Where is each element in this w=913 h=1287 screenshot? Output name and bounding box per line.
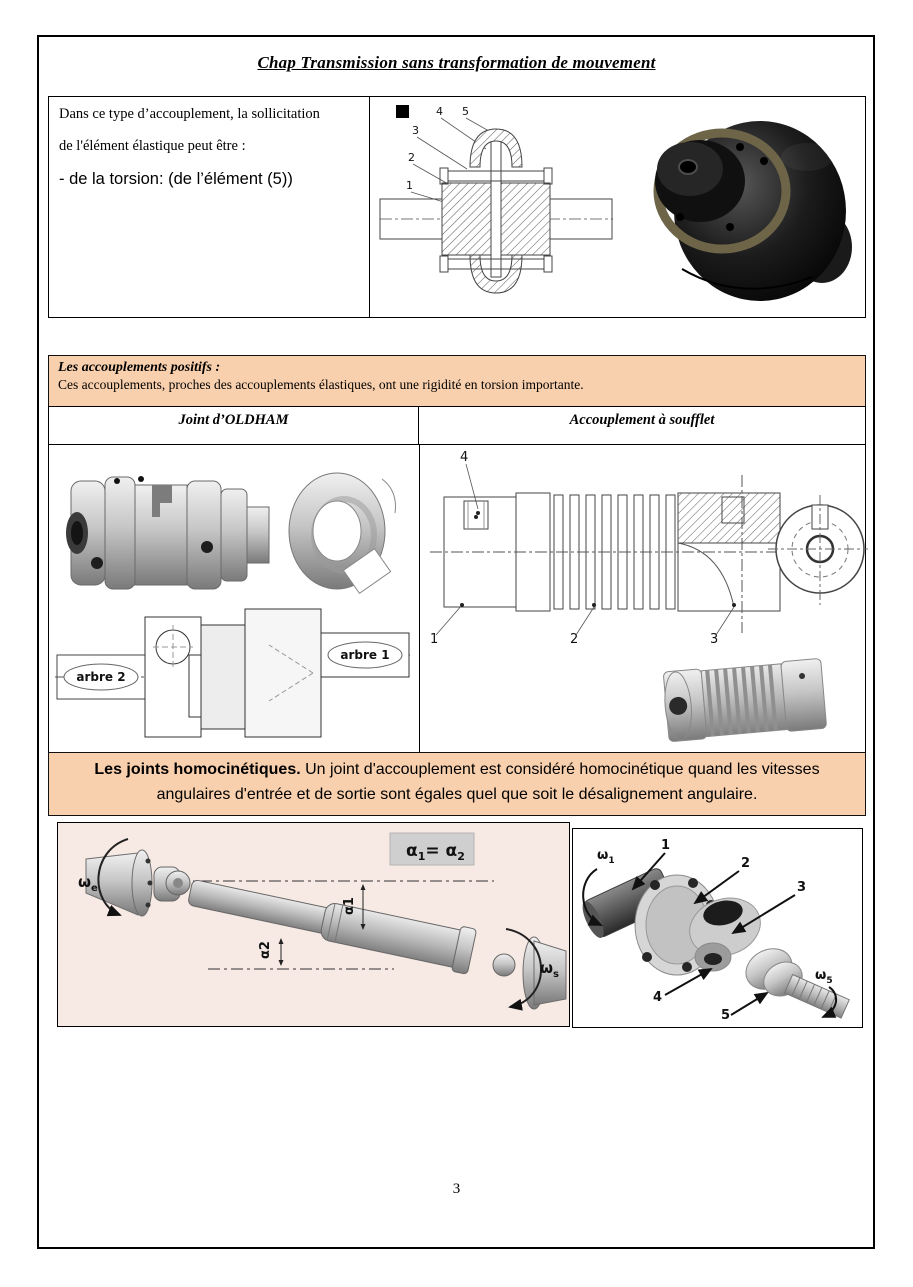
part-label-5: 5 [462, 105, 469, 118]
bellows-coupling-drawing [422, 447, 868, 657]
page-number: 3 [452, 1181, 461, 1197]
coupling-bore [679, 160, 697, 174]
part-label-1: 1 [430, 632, 439, 647]
part-label-2: 2 [741, 856, 751, 871]
intro-figure-cell [370, 97, 865, 317]
part-label-1: 1 [406, 179, 413, 192]
ujoint-box [572, 828, 863, 1028]
coupling-content-row [48, 444, 866, 753]
equation-box [390, 833, 474, 865]
intro-line-1: Dans ce type d’accouplement, la sollicitation [59, 106, 320, 122]
positifs-heading: Les accouplements positifs : [58, 360, 221, 375]
shaft1-label: arbre 1 [340, 648, 390, 662]
tyre-coupling-photo [622, 99, 864, 311]
soufflet-cell [420, 445, 865, 752]
intro-line-3: - de la torsion: (de l’élément (5)) [59, 170, 293, 188]
bellows-end-view [768, 495, 868, 605]
omega-e-label: $\omega_e$ [78, 873, 98, 894]
part-label-1: 1 [661, 838, 671, 853]
part-label-5: 5 [721, 1008, 731, 1023]
alpha1-label: α1 [342, 897, 357, 915]
part-label-3: 3 [797, 880, 807, 895]
intro-table [48, 96, 866, 318]
part-label-3: 3 [710, 632, 719, 647]
oldham-disc-element [289, 473, 395, 593]
intro-line-2: de l'élément élastique peut être : [59, 138, 246, 154]
part-label-2: 2 [408, 151, 415, 164]
omega-s-label: $\omega_s$ [540, 959, 559, 980]
oldham-cell [49, 445, 420, 752]
positifs-description: Ces accouplements, proches des accouplements élastiques, ont une rigidité en torsion importante. [58, 377, 584, 392]
part-label-4: 4 [460, 450, 469, 465]
intro-text-cell [49, 97, 370, 317]
homokinetic-text: Un joint d'accouplement est considéré homocinétique quand les vitesses angulaires d'entrée et de sortie sont égales quel que soit le désalignement angulaire. [156, 761, 820, 803]
homokinetic-banner [48, 752, 866, 816]
oldham-coupling-photo [57, 451, 409, 613]
driveshaft-box [57, 822, 570, 1027]
part-label-4: 4 [436, 105, 443, 118]
shaft2-label: arbre 2 [76, 670, 126, 684]
part-label-2: 2 [570, 632, 579, 647]
homokinetic-heading: Les joints homocinétiques. [94, 761, 301, 778]
part-label-3: 3 [412, 124, 419, 137]
positifs-banner [48, 355, 866, 407]
alpha2-label: α2 [258, 941, 273, 959]
column-header-row [48, 406, 866, 445]
col-header-oldham: Joint d’OLDHAM [49, 407, 419, 444]
part-label-4: 4 [653, 990, 663, 1005]
svg-text:α1= α2: $\alpha_1= \alpha_2$ [406, 841, 465, 863]
omega-1-label: $\omega_1$ [597, 848, 615, 866]
bellows-coupling-photo [658, 653, 834, 751]
universal-joint-figure [573, 829, 862, 1027]
omega-5-label: $\omega_5$ [815, 968, 833, 986]
oldham-drawing [55, 597, 411, 749]
col-header-soufflet: Accouplement à soufflet [569, 412, 715, 428]
page-title: Chap Transmission sans transformation de mouvement [257, 53, 656, 72]
legend-square [396, 105, 409, 118]
elastic-coupling-cross-section-figure [374, 99, 619, 311]
cardan-driveshaft-figure [58, 823, 569, 1026]
